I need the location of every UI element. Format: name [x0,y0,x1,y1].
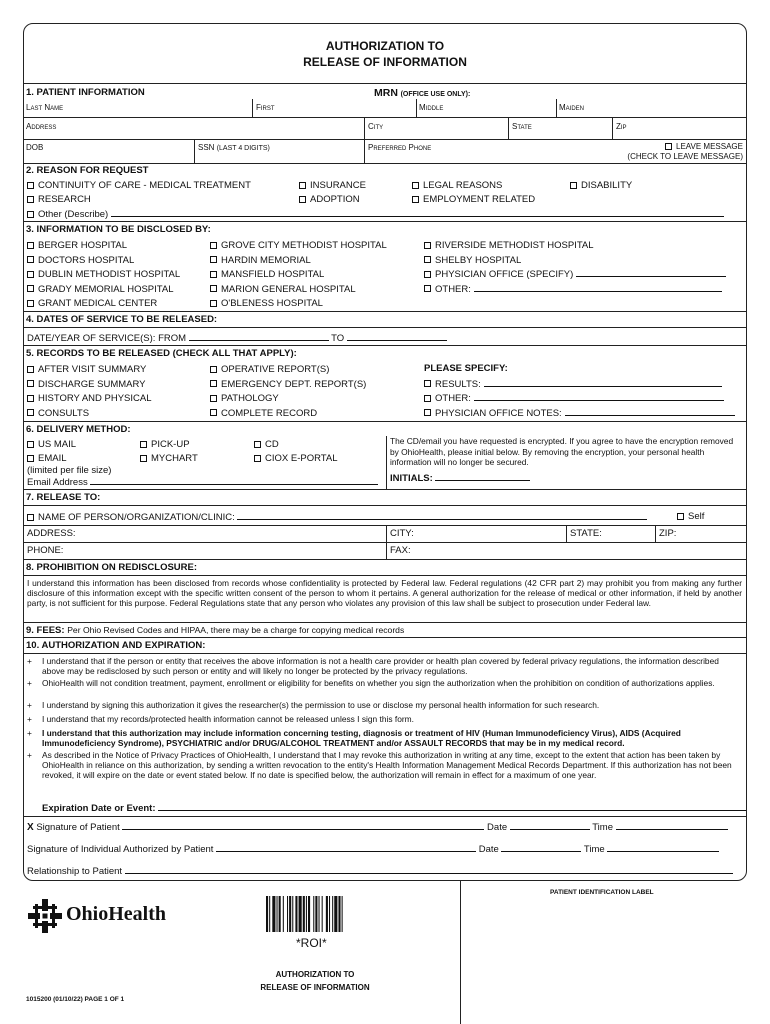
email-checkbox[interactable]: EMAIL [27,453,67,464]
ohiohealth-wordmark: OhioHealth [66,903,167,925]
record-checkbox[interactable]: EMERGENCY DEPT. REPORT(S) [210,378,366,393]
facility-checkbox[interactable]: GRANT MEDICAL CENTER [27,297,180,312]
continuity-checkbox[interactable]: CONTINUITY OF CARE - MEDICAL TREATMENT [27,180,251,191]
address-field[interactable]: Address [26,122,57,131]
record-checkbox[interactable]: COMPLETE RECORD [210,407,366,422]
last-name-field[interactable]: Last Name [26,103,64,112]
facility-checkbox[interactable]: SHELBY HOSPITAL [424,254,726,269]
label-divider [460,881,461,1024]
mrn-label: MRN (OFFICE USE ONLY): [374,87,471,99]
recipient-phone-field[interactable]: PHONE: [27,545,64,556]
s10-heading-row [24,638,746,654]
limited-file-note: (limited per file size) [27,465,112,476]
mychart-checkbox[interactable]: MYCHART [140,453,198,464]
barcode-bar [306,896,307,932]
record-checkbox[interactable]: OPERATIVE REPORT(S) [210,363,366,378]
barcode-bar [266,896,268,932]
record-checkbox[interactable]: OTHER: [424,392,735,407]
maiden-name-field[interactable]: Maiden [559,103,585,112]
record-checkbox[interactable]: HISTORY AND PHYSICAL [27,392,152,407]
recipient-state-field[interactable]: STATE: [570,528,602,539]
facility-checkbox[interactable]: DOCTORS HOSPITAL [27,254,180,269]
barcode-text: *ROI* [296,936,327,950]
leave-message-checkbox[interactable]: LEAVE MESSAGE [665,142,743,151]
facility-checkbox[interactable]: OTHER: [424,283,726,298]
employment-checkbox[interactable]: EMPLOYMENT RELATED [412,194,535,205]
s2-heading: 2. REASON FOR REQUEST [26,165,149,176]
footer-title-2: RELEASE OF INFORMATION [260,983,370,992]
record-checkbox[interactable]: RESULTS: [424,378,735,393]
s7-heading-row [24,490,746,506]
facility-checkbox[interactable]: HARDIN MEMORIAL [210,254,387,269]
please-specify-label: PLEASE SPECIFY: [424,363,508,374]
s3-col1 [27,239,180,312]
form-title: AUTHORIZATION TO RELEASE OF INFORMATION [24,24,746,84]
zip-field[interactable]: Zip [616,122,627,131]
s5-col2 [210,363,366,421]
adoption-checkbox[interactable]: ADOPTION [299,194,360,205]
barcode-bar [279,896,281,932]
first-name-field[interactable]: First [256,103,275,112]
barcode-bar [315,896,317,932]
barcode-bar [277,896,278,932]
s5-col3 [424,378,735,422]
authorized-signature-field[interactable]: Signature of Individual Authorized by Patient Date Time [27,843,719,855]
facility-checkbox[interactable]: O'BLENESS HOSPITAL [210,297,387,312]
record-checkbox[interactable]: DISCHARGE SUMMARY [27,378,152,393]
s5-col1 [27,363,152,421]
middle-name-field[interactable]: Middle [419,103,444,112]
barcode-bar [308,896,310,932]
initials-field[interactable]: INITIALS: [390,472,530,484]
barcode-bar [283,896,284,932]
encryption-notice: The CD/email you have requested is encrypted. If you agree to have the encryption removed by OhioHealth, please initial below. By removing the encryption, your personal health information will no longer be secured. [390,436,734,467]
us-mail-checkbox[interactable]: US MAIL [27,439,76,450]
recipient-address-field[interactable]: ADDRESS: [27,528,76,539]
barcode [266,896,366,932]
s4-heading-row [24,312,746,328]
s8-heading-row [24,560,746,576]
record-checkbox[interactable]: AFTER VISIT SUMMARY [27,363,152,378]
barcode-bar [329,896,330,932]
barcode-bar [326,896,328,932]
relationship-field[interactable]: Relationship to Patient [27,865,733,877]
s3-heading: 3. INFORMATION TO BE DISCLOSED BY: [26,224,211,235]
barcode-bar [299,896,302,932]
s7-heading: 7. RELEASE TO: [26,492,101,503]
s6-delivery [24,422,746,490]
authorization-item: OhioHealth will not condition treatment, payment, enrollment or eligibility for benefits on whether you sign the authorization when the prohibition on condition of authorizations applies. [42,678,715,688]
s1-row-dob [24,140,746,164]
s7-phone-row [24,543,746,560]
record-checkbox[interactable]: PHYSICIAN OFFICE NOTES: [424,407,735,422]
ohiohealth-logo [27,898,63,937]
s3-col2 [210,239,387,312]
s2-reason [24,164,746,222]
s3-disclosed-by [24,222,746,312]
recipient-fax-field[interactable]: FAX: [390,545,411,556]
legal-checkbox[interactable]: LEGAL REASONS [412,180,502,191]
barcode-bar [332,896,333,932]
barcode-bar [313,896,314,932]
s5-heading: 5. RECORDS TO BE RELEASED (CHECK ALL THAT APPLY): [26,348,297,359]
s6-heading: 6. DELIVERY METHOD: [26,424,131,435]
barcode-bar [334,896,337,932]
authorization-item: I understand that my records/protected health information cannot be released unless I sign this form. [42,714,414,724]
redisclosure-text: I understand this information has been disclosed from records whose confidentiality is protected by Federal law. Federal regulations (42 CFR part 2) may prohibit you from making any further disclosure of this information except with the specific written consent of the person to whom it pertains. A general authorization for the release of medical or other information, if held by another party, is not sufficient for this purpose. Federal Regulations state that any person who violates any provision of this law shall be subject to prosecution under Federal law. [27,578,742,608]
authorization-item: I understand by signing this authorization it gives the researcher(s) the permission to use or disclose my personal health information for such research. [42,700,600,710]
email-address-field[interactable]: Email Address [27,476,378,488]
facility-checkbox[interactable]: RIVERSIDE METHODIST HOSPITAL [424,239,726,254]
ohiohealth-logo-icon [27,898,63,934]
s1-heading: 1. PATIENT INFORMATION [26,87,145,98]
patient-id-label: PATIENT IDENTIFICATION LABEL [550,889,654,896]
authorization-item: I understand that if the person or entity that receives the above information is not a health care provider or health plan covered by federal privacy regulations, the information described above may be redisclosed by such person or entity and will likely no longer be protected by the privacy regulations. [42,656,719,676]
facility-checkbox[interactable]: PHYSICIAN OFFICE (SPECIFY) [424,268,726,283]
barcode-bar [338,896,340,932]
s3-col3 [424,239,726,297]
other-reason-checkbox[interactable]: Other (Describe) [27,208,724,220]
city-field[interactable]: City [368,122,384,131]
s8-text-row [24,576,746,623]
cd-checkbox[interactable]: CD [254,439,279,450]
barcode-bar [289,896,291,932]
phone-field[interactable]: Preferred Phone [368,143,432,152]
s1-row-address [24,118,746,140]
s4-dates [24,328,746,346]
ciox-checkbox[interactable]: CIOX E-PORTAL [254,453,338,464]
s10-items: + I understand that if the person or entity that receives the above information is not a health care provider or health plan covered by federal privacy regulations, the information described above may be redisclosed by such person or entity and will likely no longer be protected by the privacy regulations. + OhioHealth will not condition treatment, payment, enrollment or eligibility for benefits on whether you sign the authorization when the prohibition on condition of authorizations applies. + I understand by signing this authorization it gives the researcher(s) the permission to use or disclose my personal health information for such research. + I understand that my records/protected health information cannot be released unless I sign this form. + I understand that this authorization may include information concerning testing, diagnosis or treatment of HIV (Human Immunodeficiency Virus), AIDS (Acquired Immunodeficiency Syndrome), PSYCHIATRIC and/or DRUG/ALCOHOL TREATMENT and/or ASSAULT RECORDS that may be in my medical record. + As described in the Notice of Privacy Practices of OhioHealth, I understand that I may revoke this authorization in writing at any time, except to the extent that action has been taken by OhioHealth in reliance on this authorization, by sending a written revocation to the entity's Health Information Management Medical Records Department. If this authorization has not been revoked, it will expire on the date or event stated below. If no date is specified below, the authorization will remain in effect for a maximum of one year. Expiration Date or Event: [24,654,746,817]
form-number: 1015200 (01/10/22) PAGE 1 OF 1 [26,996,125,1003]
recipient-zip-field[interactable]: ZIP: [659,528,677,539]
self-checkbox[interactable]: Self [677,511,704,522]
research-checkbox[interactable]: RESEARCH [27,194,91,205]
barcode-bar [342,896,343,932]
s8-heading: 8. PROHIBITION ON REDISCLOSURE: [26,562,198,573]
facility-checkbox[interactable]: BERGER HOSPITAL [27,239,180,254]
recipient-name-field[interactable]: NAME OF PERSON/ORGANIZATION/CLINIC: [27,511,647,523]
expiration-field[interactable]: Expiration Date or Event: [42,802,747,814]
recipient-city-field[interactable]: CITY: [390,528,414,539]
authorization-item-bold: I understand that this authorization may include information concerning testing, diagnosis or treatment of HIV (Human Immunodeficiency Virus), AIDS (Acquired Immunodeficiency Syndrome), PSYCHIATRIC and/or DRUG/ALCOHOL TREATMENT and/or ASSAULT RECORDS that may be in my medical record. [42,728,681,748]
pickup-checkbox[interactable]: PICK-UP [140,439,190,450]
state-field[interactable]: State [512,122,532,131]
record-checkbox[interactable]: PATHOLOGY [210,392,366,407]
barcode-bar [292,896,293,932]
barcode-bar [322,896,323,932]
barcode-bar [295,896,297,932]
s9-fees [24,623,746,638]
record-checkbox[interactable]: CONSULTS [27,407,152,422]
facility-checkbox[interactable]: GROVE CITY METHODIST HOSPITAL [210,239,387,254]
facility-checkbox[interactable]: MANSFIELD HOSPITAL [210,268,387,283]
s7-name-row [24,506,746,526]
s7-address-row [24,526,746,543]
barcode-bar [287,896,288,932]
authorization-item: As described in the Notice of Privacy Practices of OhioHealth, I understand that I may revoke this authorization in writing at any time, except to the extent that action has been taken by OhioHealth in reliance on this authorization, by sending a written revocation to the entity's Health Information Management Medical Records Department. If this authorization has not been revoked, it will expire on the date or event stated below. If no date is specified below, the authorization will remain in effect for a maximum of one year. [42,750,732,780]
facility-checkbox[interactable]: DUBLIN METHODIST HOSPITAL [27,268,180,283]
footer-title-1: AUTHORIZATION TO [275,970,355,979]
s10-heading: 10. AUTHORIZATION AND EXPIRATION: [26,640,206,651]
barcode-bar [272,896,275,932]
s1-row-name [24,85,746,118]
barcode-bar [269,896,270,932]
s5-records [24,346,746,422]
patient-signature-field[interactable]: X Signature of Patient Date Time [27,821,728,833]
dob-field[interactable]: DOB [26,143,44,152]
disability-checkbox[interactable]: DISABILITY [570,180,632,191]
insurance-checkbox[interactable]: INSURANCE [299,180,366,191]
s4-heading: 4. DATES OF SERVICE TO BE RELEASED: [26,314,218,325]
barcode-bar [319,896,320,932]
leave-message-note: (CHECK TO LEAVE MESSAGE) [627,152,743,161]
facility-checkbox[interactable]: MARION GENERAL HOSPITAL [210,283,387,298]
barcode-bar [303,896,305,932]
ssn-field[interactable]: SSN (LAST 4 DIGITS) [198,143,270,152]
service-dates-field[interactable]: DATE/YEAR OF SERVICE(S): FROM TO [27,332,447,344]
fees-text: 9. FEES: Per Ohio Revised Codes and HIPAA, there may be a charge for copying medical records [26,625,405,636]
facility-checkbox[interactable]: GRADY MEMORIAL HOSPITAL [27,283,180,298]
authorization-form [23,23,747,881]
signature-area [24,817,746,881]
